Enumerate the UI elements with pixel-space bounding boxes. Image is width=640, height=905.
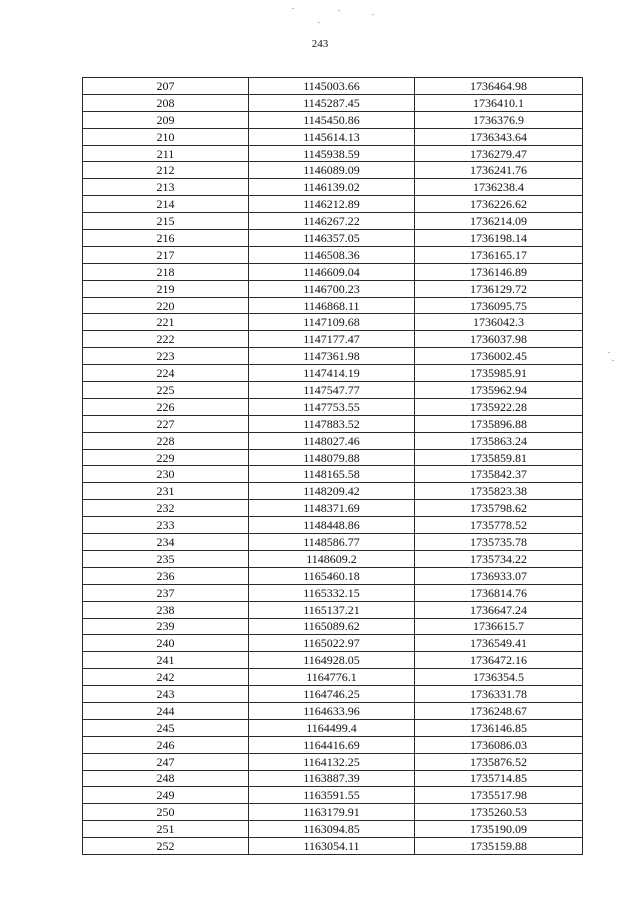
point-number-cell: 225: [83, 382, 249, 399]
table-row: [83, 314, 583, 331]
x-coordinate-cell: 1145003.66: [249, 78, 415, 95]
y-coordinate-cell: 1735734.22: [415, 550, 583, 567]
x-coordinate-cell: 1164633.96: [249, 702, 415, 719]
y-coordinate-cell: 1736226.62: [415, 196, 583, 213]
x-coordinate-cell: 1146212.89: [249, 196, 415, 213]
x-coordinate-cell: 1163591.55: [249, 787, 415, 804]
point-number-cell: 250: [83, 804, 249, 821]
point-number-cell: 227: [83, 415, 249, 432]
table-row: [83, 719, 583, 736]
y-coordinate-cell: 1736238.4: [415, 179, 583, 196]
y-coordinate-cell: 1736198.14: [415, 230, 583, 247]
y-coordinate-cell: 1735190.09: [415, 821, 583, 838]
point-number-cell: 241: [83, 652, 249, 669]
x-coordinate-cell: 1148371.69: [249, 500, 415, 517]
x-coordinate-cell: 1147361.98: [249, 348, 415, 365]
y-coordinate-cell: 1735798.62: [415, 500, 583, 517]
y-coordinate-cell: 1736248.67: [415, 702, 583, 719]
x-coordinate-cell: 1164499.4: [249, 719, 415, 736]
table-row: [83, 382, 583, 399]
x-coordinate-cell: 1146700.23: [249, 280, 415, 297]
x-coordinate-cell: 1146609.04: [249, 263, 415, 280]
point-number-cell: 248: [83, 770, 249, 787]
x-coordinate-cell: 1163179.91: [249, 804, 415, 821]
table-row: [83, 348, 583, 365]
x-coordinate-cell: 1148586.77: [249, 534, 415, 551]
point-number-cell: 239: [83, 618, 249, 635]
y-coordinate-cell: 1736331.78: [415, 686, 583, 703]
scan-speck: [318, 22, 320, 23]
table-row: [83, 162, 583, 179]
y-coordinate-cell: 1736933.07: [415, 567, 583, 584]
point-number-cell: 208: [83, 94, 249, 111]
y-coordinate-cell: 1736549.41: [415, 635, 583, 652]
table-row: [83, 618, 583, 635]
point-number-cell: 217: [83, 246, 249, 263]
table-row: [83, 263, 583, 280]
scan-speck: [292, 8, 294, 9]
point-number-cell: 246: [83, 736, 249, 753]
x-coordinate-cell: 1145287.45: [249, 94, 415, 111]
point-number-cell: 231: [83, 483, 249, 500]
y-coordinate-cell: 1735896.88: [415, 415, 583, 432]
table-row: [83, 500, 583, 517]
y-coordinate-cell: 1736814.76: [415, 584, 583, 601]
y-coordinate-cell: 1736042.3: [415, 314, 583, 331]
point-number-cell: 212: [83, 162, 249, 179]
point-number-cell: 249: [83, 787, 249, 804]
point-number-cell: 210: [83, 128, 249, 145]
point-number-cell: 243: [83, 686, 249, 703]
y-coordinate-cell: 1736146.85: [415, 719, 583, 736]
y-coordinate-cell: 1736095.75: [415, 297, 583, 314]
point-number-cell: 245: [83, 719, 249, 736]
point-number-cell: 229: [83, 449, 249, 466]
table-row: [83, 179, 583, 196]
y-coordinate-cell: 1736279.47: [415, 145, 583, 162]
y-coordinate-cell: 1736410.1: [415, 94, 583, 111]
point-number-cell: 236: [83, 567, 249, 584]
point-number-cell: 224: [83, 365, 249, 382]
x-coordinate-cell: 1147414.19: [249, 365, 415, 382]
point-number-cell: 218: [83, 263, 249, 280]
table-row: [83, 838, 583, 855]
x-coordinate-cell: 1165089.62: [249, 618, 415, 635]
x-coordinate-cell: 1163887.39: [249, 770, 415, 787]
x-coordinate-cell: 1148165.58: [249, 466, 415, 483]
y-coordinate-cell: 1735859.81: [415, 449, 583, 466]
x-coordinate-cell: 1146267.22: [249, 213, 415, 230]
point-number-cell: 222: [83, 331, 249, 348]
y-coordinate-cell: 1735159.88: [415, 838, 583, 855]
y-coordinate-cell: 1736037.98: [415, 331, 583, 348]
x-coordinate-cell: 1165022.97: [249, 635, 415, 652]
x-coordinate-cell: 1147753.55: [249, 398, 415, 415]
y-coordinate-cell: 1735962.94: [415, 382, 583, 399]
table-row: [83, 145, 583, 162]
y-coordinate-cell: 1736002.45: [415, 348, 583, 365]
point-number-cell: 221: [83, 314, 249, 331]
y-coordinate-cell: 1736647.24: [415, 601, 583, 618]
x-coordinate-cell: 1164776.1: [249, 669, 415, 686]
scan-speck: [338, 10, 340, 11]
y-coordinate-cell: 1735985.91: [415, 365, 583, 382]
table-row: [83, 702, 583, 719]
point-number-cell: 220: [83, 297, 249, 314]
table-row: [83, 550, 583, 567]
point-number-cell: 251: [83, 821, 249, 838]
table-row: [83, 753, 583, 770]
table-row: [83, 111, 583, 128]
y-coordinate-cell: 1736241.76: [415, 162, 583, 179]
table-row: [83, 78, 583, 95]
point-number-cell: 226: [83, 398, 249, 415]
y-coordinate-cell: 1735842.37: [415, 466, 583, 483]
table-row: [83, 584, 583, 601]
x-coordinate-cell: 1147883.52: [249, 415, 415, 432]
y-coordinate-cell: 1736354.5: [415, 669, 583, 686]
table-row: [83, 669, 583, 686]
x-coordinate-cell: 1164746.25: [249, 686, 415, 703]
x-coordinate-cell: 1148609.2: [249, 550, 415, 567]
y-coordinate-cell: 1735876.52: [415, 753, 583, 770]
y-coordinate-cell: 1735922.28: [415, 398, 583, 415]
point-number-cell: 244: [83, 702, 249, 719]
table-row: [83, 94, 583, 111]
y-coordinate-cell: 1735823.38: [415, 483, 583, 500]
point-number-cell: 230: [83, 466, 249, 483]
x-coordinate-cell: 1145614.13: [249, 128, 415, 145]
point-number-cell: 242: [83, 669, 249, 686]
x-coordinate-cell: 1164416.69: [249, 736, 415, 753]
x-coordinate-cell: 1146357.05: [249, 230, 415, 247]
x-coordinate-cell: 1165460.18: [249, 567, 415, 584]
point-number-cell: 216: [83, 230, 249, 247]
point-number-cell: 234: [83, 534, 249, 551]
table-row: [83, 365, 583, 382]
point-number-cell: 213: [83, 179, 249, 196]
y-coordinate-cell: 1736615.7: [415, 618, 583, 635]
coordinate-table-body: [83, 78, 583, 855]
table-row: [83, 246, 583, 263]
table-row: [83, 787, 583, 804]
point-number-cell: 247: [83, 753, 249, 770]
table-row: [83, 770, 583, 787]
table-row: [83, 601, 583, 618]
x-coordinate-cell: 1163094.85: [249, 821, 415, 838]
point-number-cell: 252: [83, 838, 249, 855]
point-number-cell: 207: [83, 78, 249, 95]
table-row: [83, 415, 583, 432]
y-coordinate-cell: 1735863.24: [415, 432, 583, 449]
y-coordinate-cell: 1735714.85: [415, 770, 583, 787]
x-coordinate-cell: 1163054.11: [249, 838, 415, 855]
y-coordinate-cell: 1736472.16: [415, 652, 583, 669]
x-coordinate-cell: 1148448.86: [249, 517, 415, 534]
point-number-cell: 219: [83, 280, 249, 297]
x-coordinate-cell: 1146139.02: [249, 179, 415, 196]
x-coordinate-cell: 1147177.47: [249, 331, 415, 348]
x-coordinate-cell: 1148079.88: [249, 449, 415, 466]
page-number: 243: [311, 38, 329, 50]
point-number-cell: 214: [83, 196, 249, 213]
point-number-cell: 215: [83, 213, 249, 230]
point-number-cell: 211: [83, 145, 249, 162]
y-coordinate-cell: 1736376.9: [415, 111, 583, 128]
y-coordinate-cell: 1735260.53: [415, 804, 583, 821]
y-coordinate-cell: 1736464.98: [415, 78, 583, 95]
table-row: [83, 821, 583, 838]
x-coordinate-cell: 1145450.86: [249, 111, 415, 128]
table-row: [83, 331, 583, 348]
table-row: [83, 432, 583, 449]
x-coordinate-cell: 1146508.36: [249, 246, 415, 263]
point-number-cell: 237: [83, 584, 249, 601]
table-row: [83, 297, 583, 314]
y-coordinate-cell: 1736214.09: [415, 213, 583, 230]
scan-speck: [608, 352, 610, 353]
table-row: [83, 398, 583, 415]
y-coordinate-cell: 1736343.64: [415, 128, 583, 145]
scan-speck: [372, 14, 374, 15]
x-coordinate-cell: 1148027.46: [249, 432, 415, 449]
point-number-cell: 238: [83, 601, 249, 618]
table-row: [83, 567, 583, 584]
point-number-cell: 233: [83, 517, 249, 534]
table-row: [83, 230, 583, 247]
table-row: [83, 449, 583, 466]
x-coordinate-cell: 1164132.25: [249, 753, 415, 770]
x-coordinate-cell: 1147109.68: [249, 314, 415, 331]
point-number-cell: 228: [83, 432, 249, 449]
table-row: [83, 517, 583, 534]
coordinate-table: [82, 77, 583, 855]
table-row: [83, 466, 583, 483]
table-row: [83, 686, 583, 703]
x-coordinate-cell: 1146868.11: [249, 297, 415, 314]
table-row: [83, 635, 583, 652]
y-coordinate-cell: 1736129.72: [415, 280, 583, 297]
y-coordinate-cell: 1735735.78: [415, 534, 583, 551]
table-row: [83, 736, 583, 753]
table-row: [83, 213, 583, 230]
y-coordinate-cell: 1735778.52: [415, 517, 583, 534]
table-row: [83, 804, 583, 821]
point-number-cell: 235: [83, 550, 249, 567]
table-row: [83, 196, 583, 213]
y-coordinate-cell: 1736165.17: [415, 246, 583, 263]
y-coordinate-cell: 1736146.89: [415, 263, 583, 280]
x-coordinate-cell: 1146089.09: [249, 162, 415, 179]
x-coordinate-cell: 1145938.59: [249, 145, 415, 162]
table-row: [83, 128, 583, 145]
x-coordinate-cell: 1165332.15: [249, 584, 415, 601]
x-coordinate-cell: 1147547.77: [249, 382, 415, 399]
point-number-cell: 240: [83, 635, 249, 652]
table-row: [83, 280, 583, 297]
table-row: [83, 652, 583, 669]
table-row: [83, 534, 583, 551]
table-row: [83, 483, 583, 500]
point-number-cell: 209: [83, 111, 249, 128]
x-coordinate-cell: 1148209.42: [249, 483, 415, 500]
y-coordinate-cell: 1736086.03: [415, 736, 583, 753]
point-number-cell: 223: [83, 348, 249, 365]
y-coordinate-cell: 1735517.98: [415, 787, 583, 804]
x-coordinate-cell: 1165137.21: [249, 601, 415, 618]
scan-speck: [612, 360, 614, 361]
point-number-cell: 232: [83, 500, 249, 517]
x-coordinate-cell: 1164928.05: [249, 652, 415, 669]
